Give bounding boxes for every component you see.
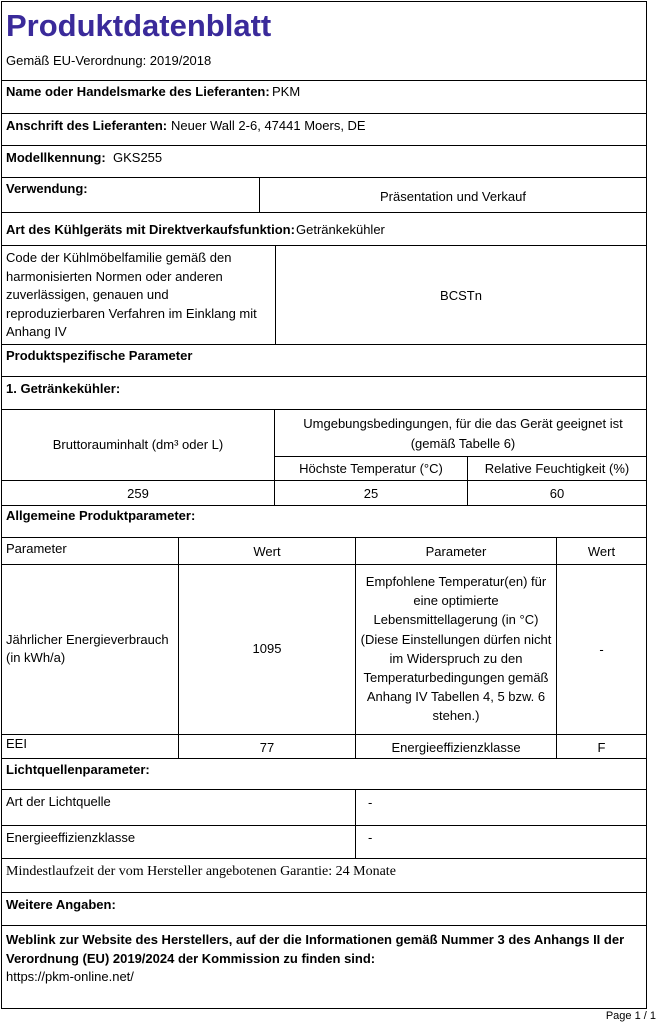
col-value-2: Wert [587,544,616,559]
supplier-name-row [2,81,646,114]
col-parameter-2: Parameter [425,544,487,559]
general-table-header [2,538,646,565]
usage-label: Verwendung: [6,181,88,196]
usage-row [2,178,646,213]
light-source-class-value: - [368,830,373,845]
light-source-class-label: Energieeffizienzklasse [6,830,136,845]
supplier-name-label: Name oder Handelsmarke des Lieferanten: [6,84,270,99]
energy-class-label: Energieeffizienzklasse [391,740,521,755]
light-source-class-row [2,826,646,859]
max-temp-label: Höchste Temperatur (°C) [299,461,443,476]
supplier-address-value: Neuer Wall 2-6, 47441 Moers, DE [171,118,366,133]
page-title: Produktdatenblatt [6,8,272,43]
weblink-label: Weblink zur Website des Herstellers, auf der die Informationen gemäß Nummer 3 des Anhangs II der Verordnung (EU) 2019/2024 der Kommission zu finden sind: [6,932,625,966]
model-value: GKS255 [113,150,163,165]
ambient-values-row [2,481,646,506]
supplier-name-value: PKM [272,84,301,99]
family-code-row [2,246,646,345]
appliance-type-label: Art des Kühlgeräts mit Direktverkaufsfunktion: [6,222,295,237]
energy-consumption-value: 1095 [252,641,282,656]
energy-consumption-label: Jährlicher Energieverbrauch (in kWh/a) [6,632,169,665]
page-number: Page 1 / 1 [605,1010,656,1022]
ambient-label: Umgebungsbedingungen, für die das Gerät geeignet ist (gemäß Tabelle 6) [303,416,623,451]
warranty-text: Mindestlaufzeit der vom Hersteller angebotenen Garantie: 24 Monate [6,864,396,879]
recommended-temperature-value: - [599,642,604,657]
weblink-row [2,926,646,1010]
family-code-label: Code der Kühlmöbelfamilie gemäß den harmonisierten Normen oder anderen zuverlässigen, genauen und reproduzierbaren Verfahren im Einklang mit Anhang IV [6,250,257,340]
weblink-url[interactable]: https://pkm-online.net/ [6,969,134,984]
specific-parameters-heading: Produktspezifische Parameter [6,348,193,363]
further-info-heading: Weitere Angaben: [6,897,116,912]
further-info-row [2,893,646,926]
energy-consumption-row [2,565,646,735]
light-source-type-row [2,790,646,826]
col-parameter-1: Parameter [6,541,67,556]
header-row [2,2,646,81]
product-data-sheet [1,1,647,1009]
warranty-row [2,859,646,893]
col-value-1: Wert [253,544,281,559]
eei-row [2,735,646,759]
appliance-type-row [2,213,646,246]
light-source-heading-row [2,759,646,790]
beverage-cooler-heading: 1. Getränkekühler: [6,381,121,396]
eei-value: 77 [259,740,275,755]
humidity-value: 60 [549,486,565,501]
regulation-subtitle: Gemäß EU-Verordnung: 2019/2018 [6,53,212,68]
specific-parameters-row [2,345,646,377]
model-label: Modellkennung: [6,150,106,165]
light-source-type-value: - [368,795,373,810]
recommended-temperature-label: Empfohlene Temperatur(en) für eine optimierte Lebensmittellagerung (in °C) (Diese Einstellungen dürfen nicht im Widerspruch zu den Temperaturbedingungen gemäß Anhang IV Tabellen 4, 5 bzw. 6 stehen.) [360,574,552,724]
max-temp-value: 25 [363,486,379,501]
humidity-label: Relative Feuchtigkeit (%) [484,461,630,476]
light-source-heading: Lichtquellenparameter: [6,762,150,777]
light-source-type-label: Art der Lichtquelle [6,794,111,809]
general-parameters-heading: Allgemeine Produktparameter: [6,508,196,523]
volume-value: 259 [127,486,149,501]
general-parameters-row [2,506,646,538]
appliance-type-value: Getränkekühler [296,222,385,237]
model-row [2,146,646,178]
usage-value: Präsentation und Verkauf [380,189,526,204]
family-code-value: BCSTn [440,288,482,303]
supplier-address-row [2,114,646,146]
ambient-header-row [2,410,646,481]
beverage-cooler-row [2,377,646,410]
volume-label: Bruttorauminhalt (dm³ oder L) [52,437,224,452]
energy-class-value: F [597,740,606,755]
supplier-address-label: Anschrift des Lieferanten: [6,118,168,133]
eei-label: EEI [6,736,27,751]
